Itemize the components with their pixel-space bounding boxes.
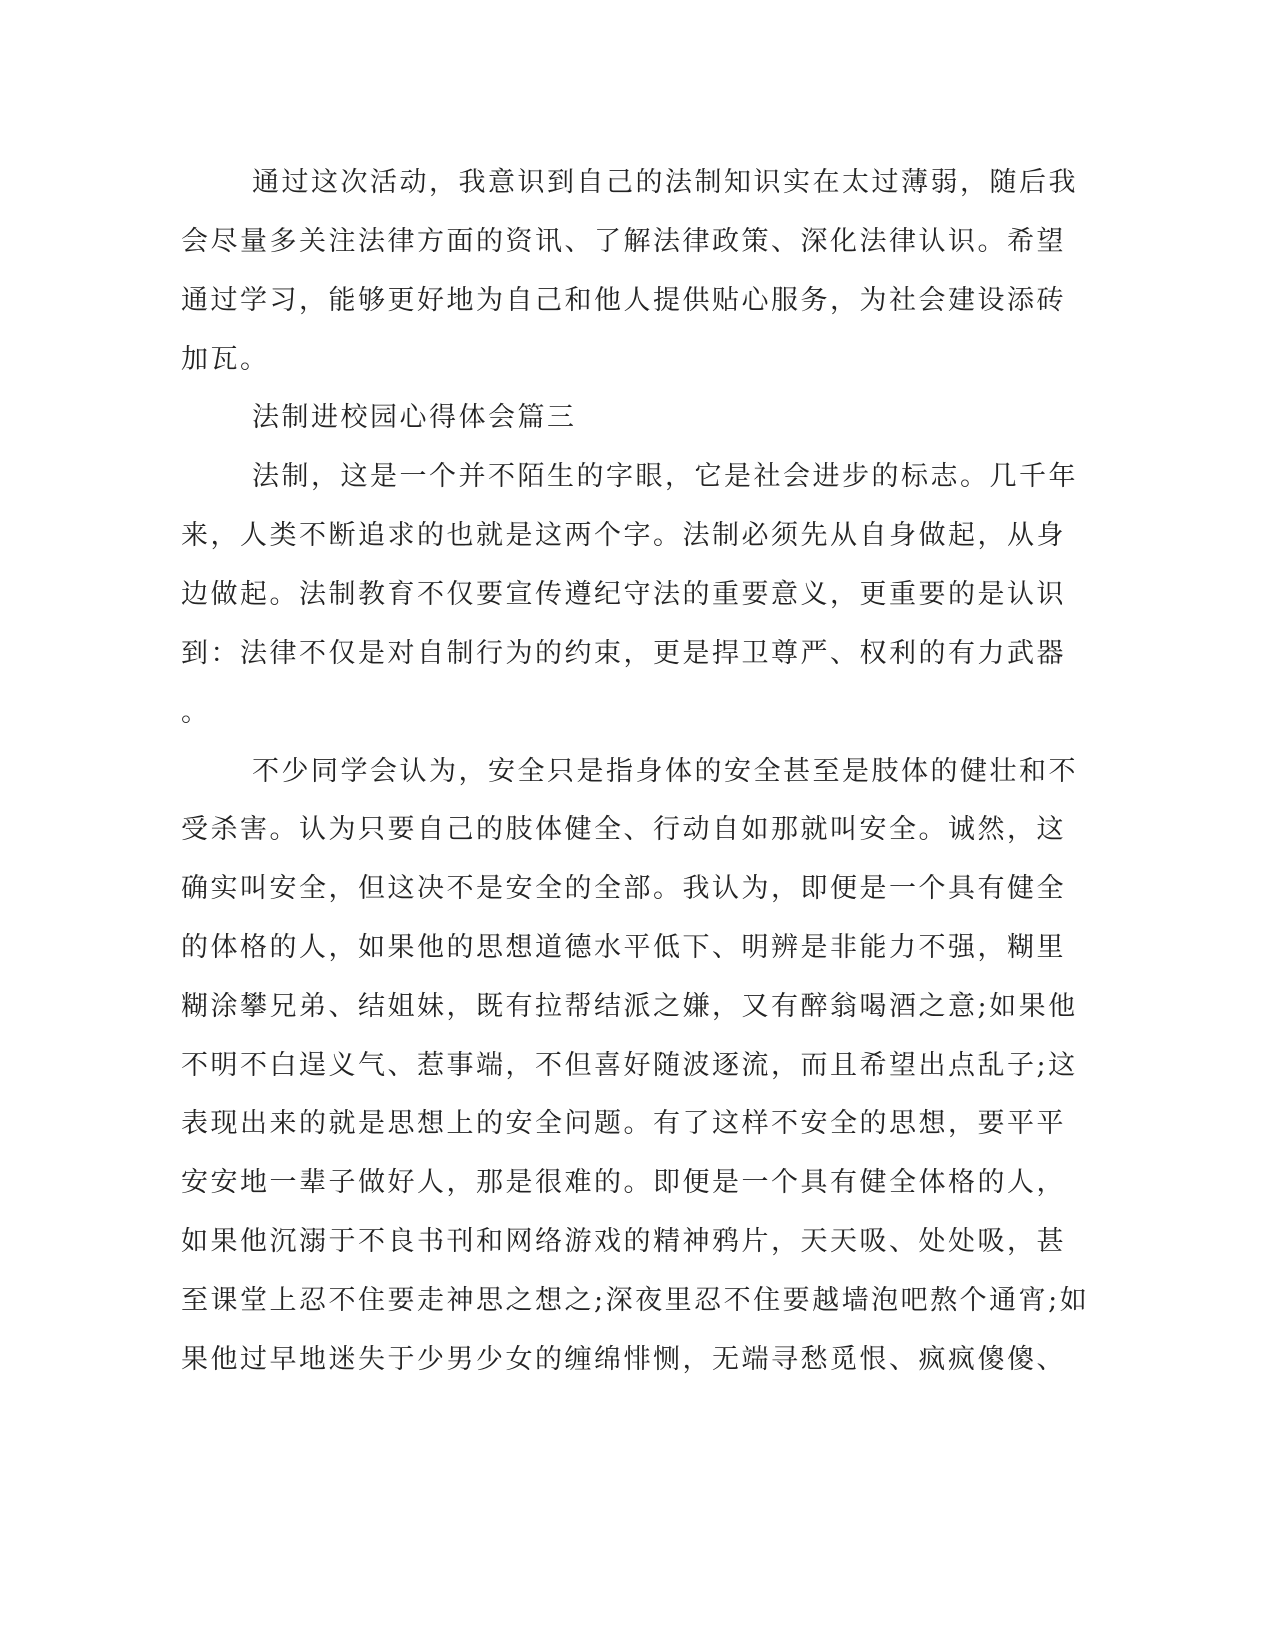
paragraph-3-line-5: 糊涂攀兄弟、结姐妹，既有拉帮结派之嫌，又有醉翁喝酒之意;如果他 bbox=[181, 991, 1078, 1022]
paragraph-1-line-1: 通过这次活动，我意识到自己的法制知识实在太过薄弱，随后我 bbox=[252, 167, 1078, 198]
paragraph-2-line-4: 到：法律不仅是对自制行为的约束，更是捍卫尊严、权利的有力武器 bbox=[181, 638, 1066, 669]
paragraph-3-line-7: 表现出来的就是思想上的安全问题。有了这样不安全的思想，要平平 bbox=[181, 1108, 1066, 1139]
paragraph-1-line-2: 会尽量多关注法律方面的资讯、了解法律政策、深化法律认识。希望 bbox=[181, 226, 1066, 257]
paragraph-2-line-1: 法制，这是一个并不陌生的字眼，它是社会进步的标志。几千年 bbox=[252, 461, 1078, 492]
paragraph-3-line-6: 不明不白逞义气、惹事端，不但喜好随波逐流，而且希望出点乱子;这 bbox=[181, 1050, 1078, 1081]
paragraph-3-line-8: 安安地一辈子做好人，那是很难的。即便是一个具有健全体格的人， bbox=[181, 1167, 1066, 1198]
section-heading: 法制进校园心得体会篇三 bbox=[252, 402, 577, 433]
paragraph-2-line-5: 。 bbox=[181, 697, 211, 728]
paragraph-2-line-2: 来，人类不断追求的也就是这两个字。法制必须先从自身做起，从身 bbox=[181, 520, 1066, 551]
paragraph-3-line-3: 确实叫安全，但这决不是安全的全部。我认为，即便是一个具有健全 bbox=[181, 873, 1066, 904]
paragraph-3-line-10: 至课堂上忍不住要走神思之想之;深夜里忍不住要越墙泡吧熬个通宵;如 bbox=[181, 1285, 1090, 1316]
paragraph-3-line-2: 受杀害。认为只要自己的肢体健全、行动自如那就叫安全。诚然，这 bbox=[181, 814, 1066, 845]
paragraph-3-line-4: 的体格的人，如果他的思想道德水平低下、明辨是非能力不强，糊里 bbox=[181, 932, 1066, 963]
paragraph-3-line-1: 不少同学会认为，安全只是指身体的安全甚至是肢体的健壮和不 bbox=[252, 756, 1078, 787]
paragraph-1-line-3: 通过学习，能够更好地为自己和他人提供贴心服务，为社会建设添砖 bbox=[181, 285, 1066, 316]
paragraph-1-line-4: 加瓦。 bbox=[181, 344, 270, 375]
paragraph-3-line-9: 如果他沉溺于不良书刊和网络游戏的精神鸦片，天天吸、处处吸，甚 bbox=[181, 1226, 1066, 1257]
paragraph-3-line-11: 果他过早地迷失于少男少女的缠绵悱恻，无端寻愁觅恨、疯疯傻傻、 bbox=[181, 1344, 1066, 1375]
paragraph-2-line-3: 边做起。法制教育不仅要宣传遵纪守法的重要意义，更重要的是认识 bbox=[181, 579, 1066, 610]
